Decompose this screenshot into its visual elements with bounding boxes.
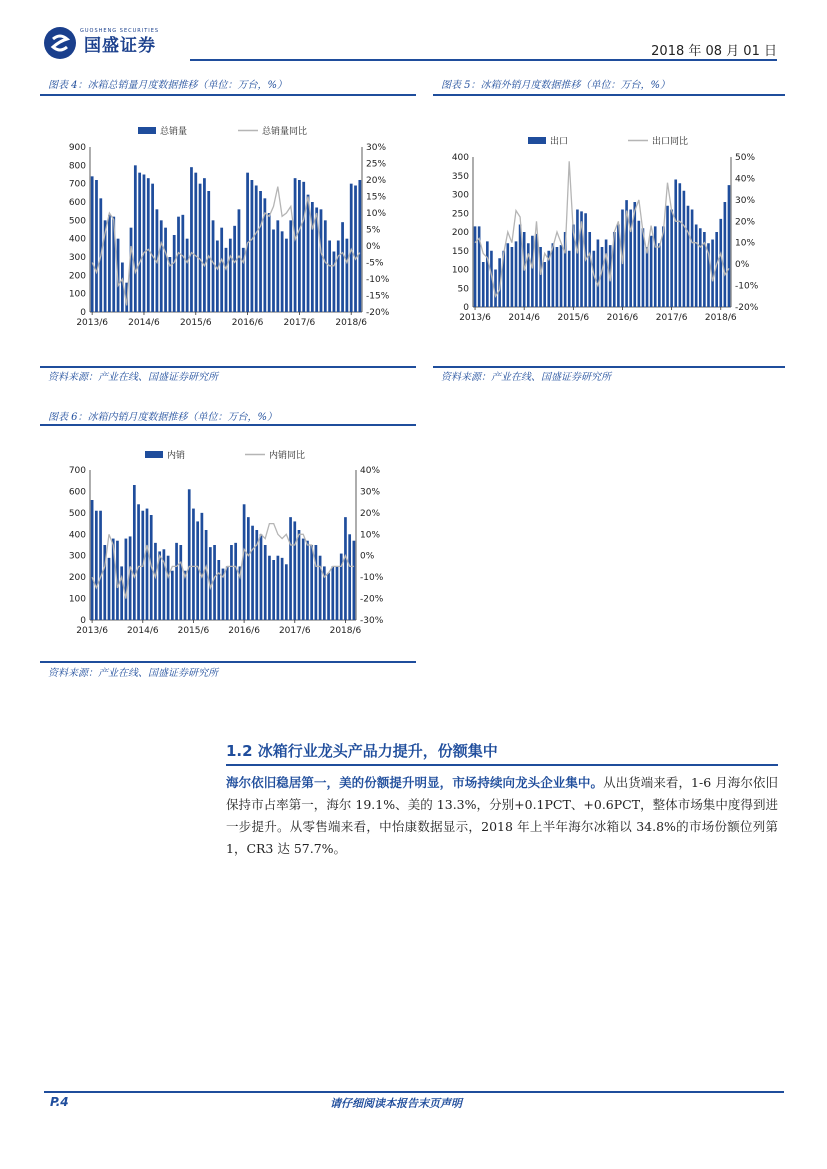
x-tick-label: 2015/6: [557, 313, 590, 323]
y-tick-label: 600: [68, 487, 86, 498]
bar: [670, 210, 673, 308]
figure-4-rule: [40, 94, 416, 96]
y2-tick-label: -30%: [360, 616, 384, 626]
bar: [272, 230, 275, 313]
bar: [650, 236, 653, 307]
legend-bar-swatch: [528, 137, 546, 144]
bar: [527, 243, 530, 307]
bar: [293, 521, 296, 620]
bar: [233, 226, 236, 312]
figure-5-rule: [433, 94, 785, 96]
bar: [511, 247, 514, 307]
y-tick-label: 300: [68, 253, 86, 263]
bar: [120, 566, 123, 620]
bar: [307, 195, 310, 312]
footer-disclaimer: 请仔细阅读本报告末页声明: [330, 1097, 462, 1110]
bar: [196, 521, 199, 620]
y-tick-label: 100: [68, 594, 86, 605]
y-tick-label: 100: [451, 265, 469, 276]
y-tick-label: 200: [68, 271, 86, 282]
y-tick-label: 700: [68, 179, 86, 190]
y2-tick-label: -10%: [735, 281, 759, 292]
y2-tick-label: 40%: [360, 466, 381, 476]
bar: [272, 560, 275, 620]
bar: [568, 251, 571, 307]
figure-4-title: 图表 4：冰箱总销量月度数据推移（单位：万台，%）: [48, 80, 288, 91]
figure-4-source: 资料来源：产业在线、国盛证券研究所: [48, 372, 218, 383]
legend-line-label: 内销同比: [269, 451, 306, 461]
report-date: 2018 年 08 月 01 日: [651, 44, 777, 59]
y-tick-label: 250: [451, 209, 469, 220]
bar: [268, 213, 271, 312]
chart-export-sales: [433, 125, 785, 330]
bar: [143, 175, 146, 313]
bar: [229, 239, 232, 312]
bar: [243, 504, 246, 620]
figure-5-title: 图表 5：冰箱外销月度数据推移（单位：万台，%）: [441, 80, 671, 91]
bar: [91, 176, 94, 312]
bar: [177, 217, 180, 312]
bar: [336, 566, 339, 620]
bar: [130, 228, 133, 312]
chart-domestic-sales: [40, 440, 416, 645]
bar: [137, 504, 140, 620]
y-tick-label: 300: [68, 551, 86, 562]
y2-tick-label: 20%: [366, 176, 387, 186]
bar: [188, 489, 191, 620]
bar: [276, 220, 279, 312]
y2-tick-label: -5%: [366, 258, 384, 269]
bar: [638, 221, 641, 307]
y2-tick-label: 25%: [366, 159, 387, 170]
bar: [662, 226, 665, 307]
y2-tick-label: -20%: [735, 303, 759, 313]
y-tick-label: 0: [463, 303, 469, 313]
bar: [666, 206, 669, 307]
bar: [601, 247, 604, 307]
bar: [654, 226, 657, 307]
bar: [99, 511, 102, 620]
x-tick-label: 2018/6: [704, 313, 737, 323]
bar: [125, 539, 128, 620]
bar: [281, 558, 284, 620]
bar: [192, 509, 195, 620]
y2-tick-label: 0%: [366, 242, 381, 252]
bar: [260, 534, 263, 620]
bar: [294, 178, 297, 312]
logo-icon: [44, 27, 76, 59]
y2-tick-label: 30%: [366, 143, 387, 153]
y2-tick-label: -10%: [360, 573, 384, 584]
paragraph-lead: 海尔依旧稳居第一，美的份额提升明显，市场持续向龙头企业集中。: [226, 775, 604, 790]
bar: [328, 241, 331, 313]
bar: [337, 241, 340, 313]
x-tick-label: 2013/6: [459, 313, 491, 323]
bar: [358, 180, 361, 312]
bar: [306, 541, 309, 620]
y2-tick-label: 30%: [360, 487, 381, 498]
bar: [147, 178, 150, 312]
bar: [173, 235, 176, 312]
y-tick-label: 400: [68, 234, 86, 245]
x-tick-label: 2015/6: [177, 626, 210, 636]
y2-tick-label: 50%: [735, 153, 756, 163]
bar: [678, 183, 681, 307]
bar: [207, 191, 210, 312]
legend-bar-label: 总销量: [160, 127, 188, 137]
bar: [327, 573, 330, 620]
bar: [353, 541, 356, 620]
section-rule: [226, 764, 778, 766]
footer-rule: [44, 1091, 784, 1093]
figure-6-source: 资料来源：产业在线、国盛证券研究所: [48, 668, 218, 679]
bar: [728, 185, 731, 307]
bar: [255, 186, 258, 313]
x-tick-label: 2014/6: [508, 313, 541, 323]
bar: [264, 545, 267, 620]
bar: [108, 215, 111, 312]
y-tick-label: 400: [68, 530, 86, 541]
bar: [91, 500, 94, 620]
x-tick-label: 2015/6: [179, 318, 212, 328]
bar: [226, 566, 229, 620]
bar: [348, 534, 351, 620]
bar: [230, 545, 233, 620]
bar: [298, 180, 301, 312]
bar: [719, 219, 722, 307]
x-tick-label: 2017/6: [278, 626, 311, 636]
y2-tick-label: 10%: [366, 209, 387, 219]
bar: [506, 243, 509, 307]
y2-tick-label: 40%: [735, 174, 756, 185]
bar: [146, 509, 149, 620]
y2-tick-label: 15%: [366, 192, 387, 203]
bar: [605, 240, 608, 308]
bar: [346, 239, 349, 312]
chart-total-sales: [40, 110, 416, 335]
y-tick-label: 200: [68, 573, 86, 584]
legend-bar-swatch: [145, 451, 163, 458]
figure-6-rule: [40, 424, 416, 426]
bar: [486, 241, 489, 307]
y-tick-label: 350: [451, 171, 469, 182]
bar: [251, 180, 254, 312]
bar: [160, 220, 163, 312]
x-tick-label: 2017/6: [655, 313, 688, 323]
bar: [320, 209, 323, 312]
y-tick-label: 150: [451, 246, 469, 257]
x-tick-label: 2013/6: [76, 626, 108, 636]
legend-bar-label: 内销: [167, 451, 186, 461]
bar: [331, 566, 334, 620]
bar: [138, 173, 141, 312]
bar: [277, 556, 280, 620]
y2-tick-label: 20%: [360, 508, 381, 519]
company-sub: GUOSHENG SECURITIES: [80, 28, 160, 34]
bar: [354, 186, 357, 313]
bar: [194, 173, 197, 312]
y2-tick-label: -10%: [366, 275, 390, 285]
y-tick-label: 50: [457, 284, 469, 295]
bar: [213, 545, 216, 620]
y2-tick-label: 10%: [735, 238, 756, 249]
section-title: 1.2 冰箱行业龙头产品力提升，份额集中: [226, 742, 498, 760]
bar: [588, 232, 591, 307]
y-tick-label: 900: [68, 143, 86, 153]
bar: [341, 222, 344, 312]
bar: [186, 239, 189, 312]
bar: [531, 236, 534, 307]
y2-tick-label: 0%: [360, 551, 375, 562]
bar: [597, 240, 600, 308]
page-number: P.4: [50, 1095, 69, 1109]
bar: [205, 530, 208, 620]
bar: [333, 252, 336, 313]
y2-tick-label: -20%: [360, 594, 384, 605]
bar: [154, 543, 157, 620]
header-rule: [190, 59, 777, 61]
bar: [203, 178, 206, 312]
bar: [646, 247, 649, 307]
y-tick-label: 500: [68, 216, 86, 227]
x-tick-label: 2014/6: [126, 626, 159, 636]
bar: [324, 220, 327, 312]
y-tick-label: 800: [68, 161, 86, 172]
bar: [699, 228, 702, 307]
y2-tick-label: -15%: [366, 291, 390, 302]
bar: [319, 556, 322, 620]
x-tick-label: 2014/6: [128, 318, 160, 328]
bar: [724, 202, 727, 307]
x-tick-label: 2013/6: [76, 318, 108, 328]
bar: [658, 243, 661, 307]
bar: [535, 234, 538, 307]
y-tick-label: 0: [80, 308, 86, 318]
bar: [216, 241, 219, 313]
bar: [289, 517, 292, 620]
bar: [181, 215, 184, 312]
bar: [199, 184, 202, 312]
y-tick-label: 100: [68, 289, 86, 300]
bar: [674, 180, 677, 308]
y2-tick-label: 20%: [735, 217, 756, 228]
x-tick-label: 2016/6: [228, 626, 260, 636]
bar: [556, 247, 559, 307]
y2-tick-label: -20%: [366, 308, 390, 318]
bar: [302, 539, 305, 620]
company-name: 国盛证券: [84, 35, 156, 56]
y2-tick-label: 30%: [735, 195, 756, 206]
y-tick-label: 400: [451, 153, 469, 163]
bar: [220, 228, 223, 312]
bar: [212, 220, 215, 312]
y-tick-label: 600: [68, 198, 86, 208]
figure-6-source-rule: [40, 661, 416, 663]
legend-bar-swatch: [138, 127, 156, 134]
y2-tick-label: 0%: [735, 260, 750, 271]
y-tick-label: 300: [451, 190, 469, 201]
bar: [225, 248, 228, 312]
y-tick-label: 500: [68, 508, 86, 519]
bar: [315, 545, 318, 620]
bar: [190, 167, 193, 312]
bar: [175, 543, 178, 620]
bar: [234, 543, 237, 620]
bar: [133, 485, 136, 620]
bar: [515, 241, 518, 307]
bar: [179, 545, 182, 620]
y-tick-label: 700: [68, 466, 86, 476]
legend-bar-label: 出口: [550, 137, 569, 147]
bar: [482, 262, 485, 307]
bar: [167, 556, 170, 620]
bar: [687, 206, 690, 307]
x-tick-label: 2017/6: [283, 318, 316, 328]
bar: [201, 513, 204, 620]
x-tick-label: 2018/6: [329, 626, 362, 636]
bar: [560, 245, 563, 307]
bar: [344, 517, 347, 620]
x-tick-label: 2016/6: [231, 318, 264, 328]
bar: [683, 191, 686, 307]
bar: [217, 560, 220, 620]
bar: [310, 545, 313, 620]
bar: [281, 231, 284, 312]
bar: [285, 239, 288, 312]
bar: [251, 526, 254, 620]
bar: [695, 225, 698, 308]
bar: [268, 556, 271, 620]
bar: [151, 184, 154, 312]
bar: [95, 180, 98, 312]
bar: [298, 530, 301, 620]
bar: [164, 228, 167, 312]
bar: [552, 243, 555, 307]
bar: [238, 209, 241, 312]
bar: [247, 517, 250, 620]
paragraph-body: 从出货端来看，1-6 月海尔依旧保持市占率第一，海尔 19.1%、美的 13.3%，分别+0.1PCT、+0.6PCT，整体市场集中度得到进一步提升。从零售端来看，中怡康数据显示，2018 年上半年海尔冰箱以 34.8%的市场份额位列第 1，CR3 达 57.7%。: [226, 775, 778, 856]
y2-tick-label: 10%: [360, 530, 381, 541]
bar: [302, 182, 305, 312]
bar: [95, 511, 98, 620]
bar: [108, 558, 111, 620]
bar: [576, 210, 579, 308]
bar: [289, 220, 292, 312]
section-paragraph: [226, 772, 778, 860]
legend-line-label: 出口同比: [652, 137, 689, 147]
bar: [134, 165, 137, 312]
figure-6-title: 图表 6：冰箱内销月度数据推移（单位：万台，%）: [48, 412, 278, 423]
legend-line-label: 总销量同比: [262, 127, 308, 137]
bar: [259, 191, 262, 312]
bar: [543, 262, 546, 307]
x-tick-label: 2016/6: [606, 313, 639, 323]
bar: [285, 564, 288, 620]
figure-5-source: 资料来源：产业在线、国盛证券研究所: [441, 372, 611, 383]
bar: [474, 226, 477, 307]
y-tick-label: 0: [80, 616, 86, 626]
bar: [171, 571, 174, 620]
y2-tick-label: 5%: [366, 225, 381, 236]
x-tick-label: 2018/6: [335, 318, 368, 328]
y-tick-label: 200: [451, 228, 469, 238]
bar: [691, 210, 694, 308]
